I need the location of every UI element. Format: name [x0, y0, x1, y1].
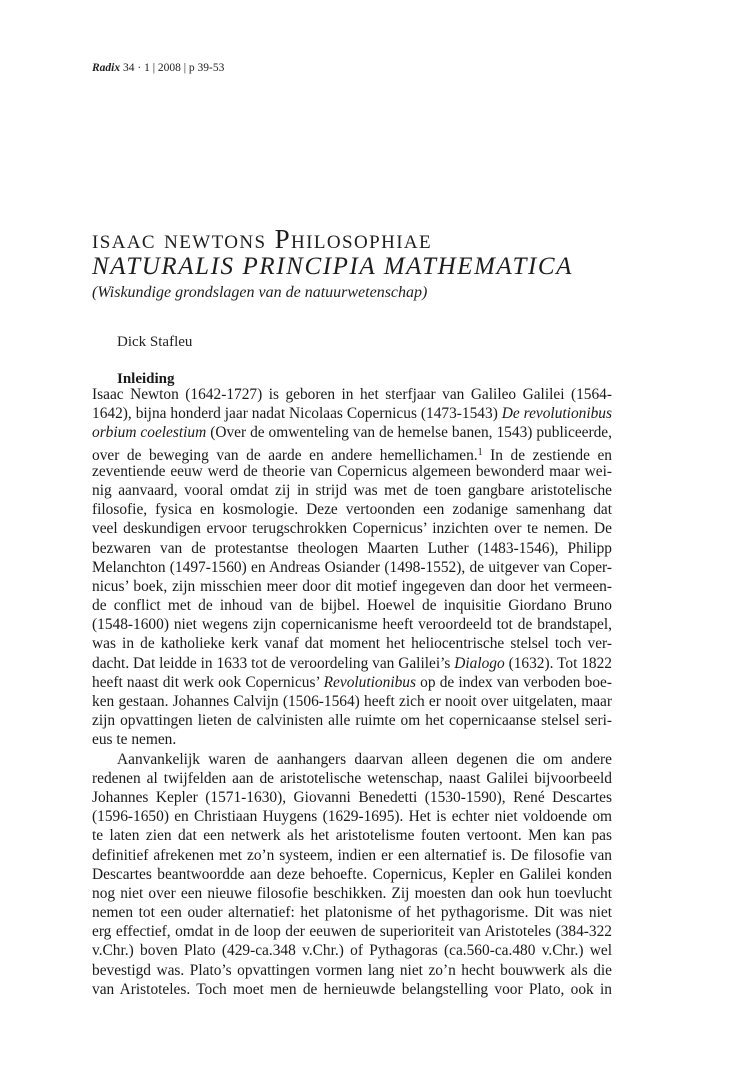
- running-head: [92, 62, 224, 74]
- section-heading: Inleiding: [117, 371, 175, 387]
- text-line: nog niet over een nieuwe filosofie beschikken. Zij moesten dan ook hun toevlucht: [92, 884, 612, 902]
- text-line: Descartes beantwoordde aan deze behoefte. Copernicus, Kepler en Galilei konden: [92, 865, 612, 883]
- text-line: (1548-1600) niet wegens zijn copernicanisme heeft veroordeeld tot de brandstapel,: [92, 616, 612, 634]
- text-line: de conflict met de inhoud van de bijbel. Hoewel de inquisitie Giordano Bruno: [92, 597, 612, 615]
- text-line: bevestigd was. Plato’s opvattingen vormen lang niet zo’n hecht bouwwerk als die: [92, 961, 612, 979]
- text-line: Melanchton (1497-1560) en Andreas Osiander (1498-1552), de uitgever van Coper-: [92, 558, 612, 576]
- title-line-2: NATURALIS PRINCIPIA MATHEMATICA: [92, 253, 574, 280]
- text-line: heeft naast dit werk ook Copernicus’ Revolutionibus op de index van verboden boe-: [92, 673, 612, 691]
- footnote-marker[interactable]: 1: [477, 446, 483, 458]
- text-line: 1642), bijna honderd jaar nadat Nicolaas Copernicus (1473-1543) De revolutionibus: [92, 405, 612, 423]
- text-line: filosofie, fysica en kosmologie. Deze vertoonden een zodanige samenhang dat: [92, 501, 612, 519]
- text-line: over de beweging van de aarde en andere hemellichamen.$^1$ In de zestiende en: [92, 446, 612, 464]
- text-line: Aanvankelijk waren de aanhangers daarvan alleen degenen die om andere: [117, 750, 612, 768]
- text-line: v.Chr.) boven Plato (429-ca.348 v.Chr.) of Pythagoras (ca.560-ca.480 v.Chr.) wel: [92, 942, 612, 960]
- journal-name: Radix: [92, 62, 121, 74]
- text-line: erg effectief, omdat in de loop der eeuwen de superioriteit van Aristoteles (384-322: [92, 923, 612, 941]
- text-line: nemen tot een ouder alternatief: het platonisme of het pythagorisme. Dit was niet: [92, 904, 612, 922]
- text-line: zeventiende eeuw werd de theorie van Copernicus algemeen bewonderd maar wei-: [92, 462, 612, 480]
- text-line: eus te nemen.: [92, 731, 177, 749]
- text-line: Johannes Kepler (1571-1630), Giovanni Benedetti (1530-1590), René Descartes: [92, 788, 612, 806]
- text-line: Isaac Newton (1642-1727) is geboren in het sterfjaar van Galileo Galilei (1564-: [92, 386, 612, 403]
- text-line: dacht. Dat leidde in 1633 tot de veroordeling van Galilei’s Dialogo (1632). Tot 1822: [92, 654, 612, 672]
- text-line: zijn opvattingen lieten de calvinisten alle ruimte om het copernicaanse stelsel seri-: [92, 712, 612, 730]
- text-line: was in de katholieke kerk vanaf dat moment het heliocentrische stelsel toch ver-: [92, 635, 612, 653]
- text-line: (1596-1650) en Christiaan Huygens (1629-1695). Het is echter niet voldoende om: [92, 808, 612, 826]
- text-line: bezwaren van de protestantse theologen Maarten Luther (1483-1546), Philipp: [92, 539, 612, 557]
- text-line: te laten zien dat een netwerk als het aristotelisme fouten vertoont. Men kan pas: [92, 827, 612, 845]
- author-name: Dick Stafleu: [117, 334, 193, 350]
- citation: 34 · 1 | 2008 | p 39-53: [123, 62, 225, 74]
- body-text: [92, 385, 612, 999]
- text-line: van Aristoteles. Toch moet men de hernieuwde belangstelling voor Plato, ook in: [92, 980, 612, 998]
- title-line-1: isaac newtons Philosophiae: [92, 224, 433, 254]
- text-line: orbium coelestium (Over de omwenteling van de hemelse banen, 1543) publiceerde,: [92, 424, 612, 442]
- text-line: definitief afrekenen met zo’n systeem, indien er een alternatief is. De filosofie van: [92, 846, 612, 864]
- subtitle: (Wiskundige grondslagen van de natuurwetenschap): [92, 284, 428, 301]
- article-title: [92, 225, 652, 303]
- text-line: nicus’ boek, zijn misschien meer door dit motief ingegeven dan door het vermeen-: [92, 577, 612, 595]
- text-line: redenen al twijfelden aan de aristotelische wetenschap, naast Galilei bijvoorbeeld: [92, 769, 612, 787]
- text-line: nig aanvaard, vooral omdat zij in strijd was met de toen gangbare aristotelische: [92, 481, 612, 499]
- text-line: ken gestaan. Johannes Calvijn (1506-1564) heeft zich er nooit over uitgelaten, maar: [92, 693, 612, 710]
- text-line: veel deskundigen ervoor terugschrokken Copernicus’ inzichten over te nemen. De: [92, 520, 612, 538]
